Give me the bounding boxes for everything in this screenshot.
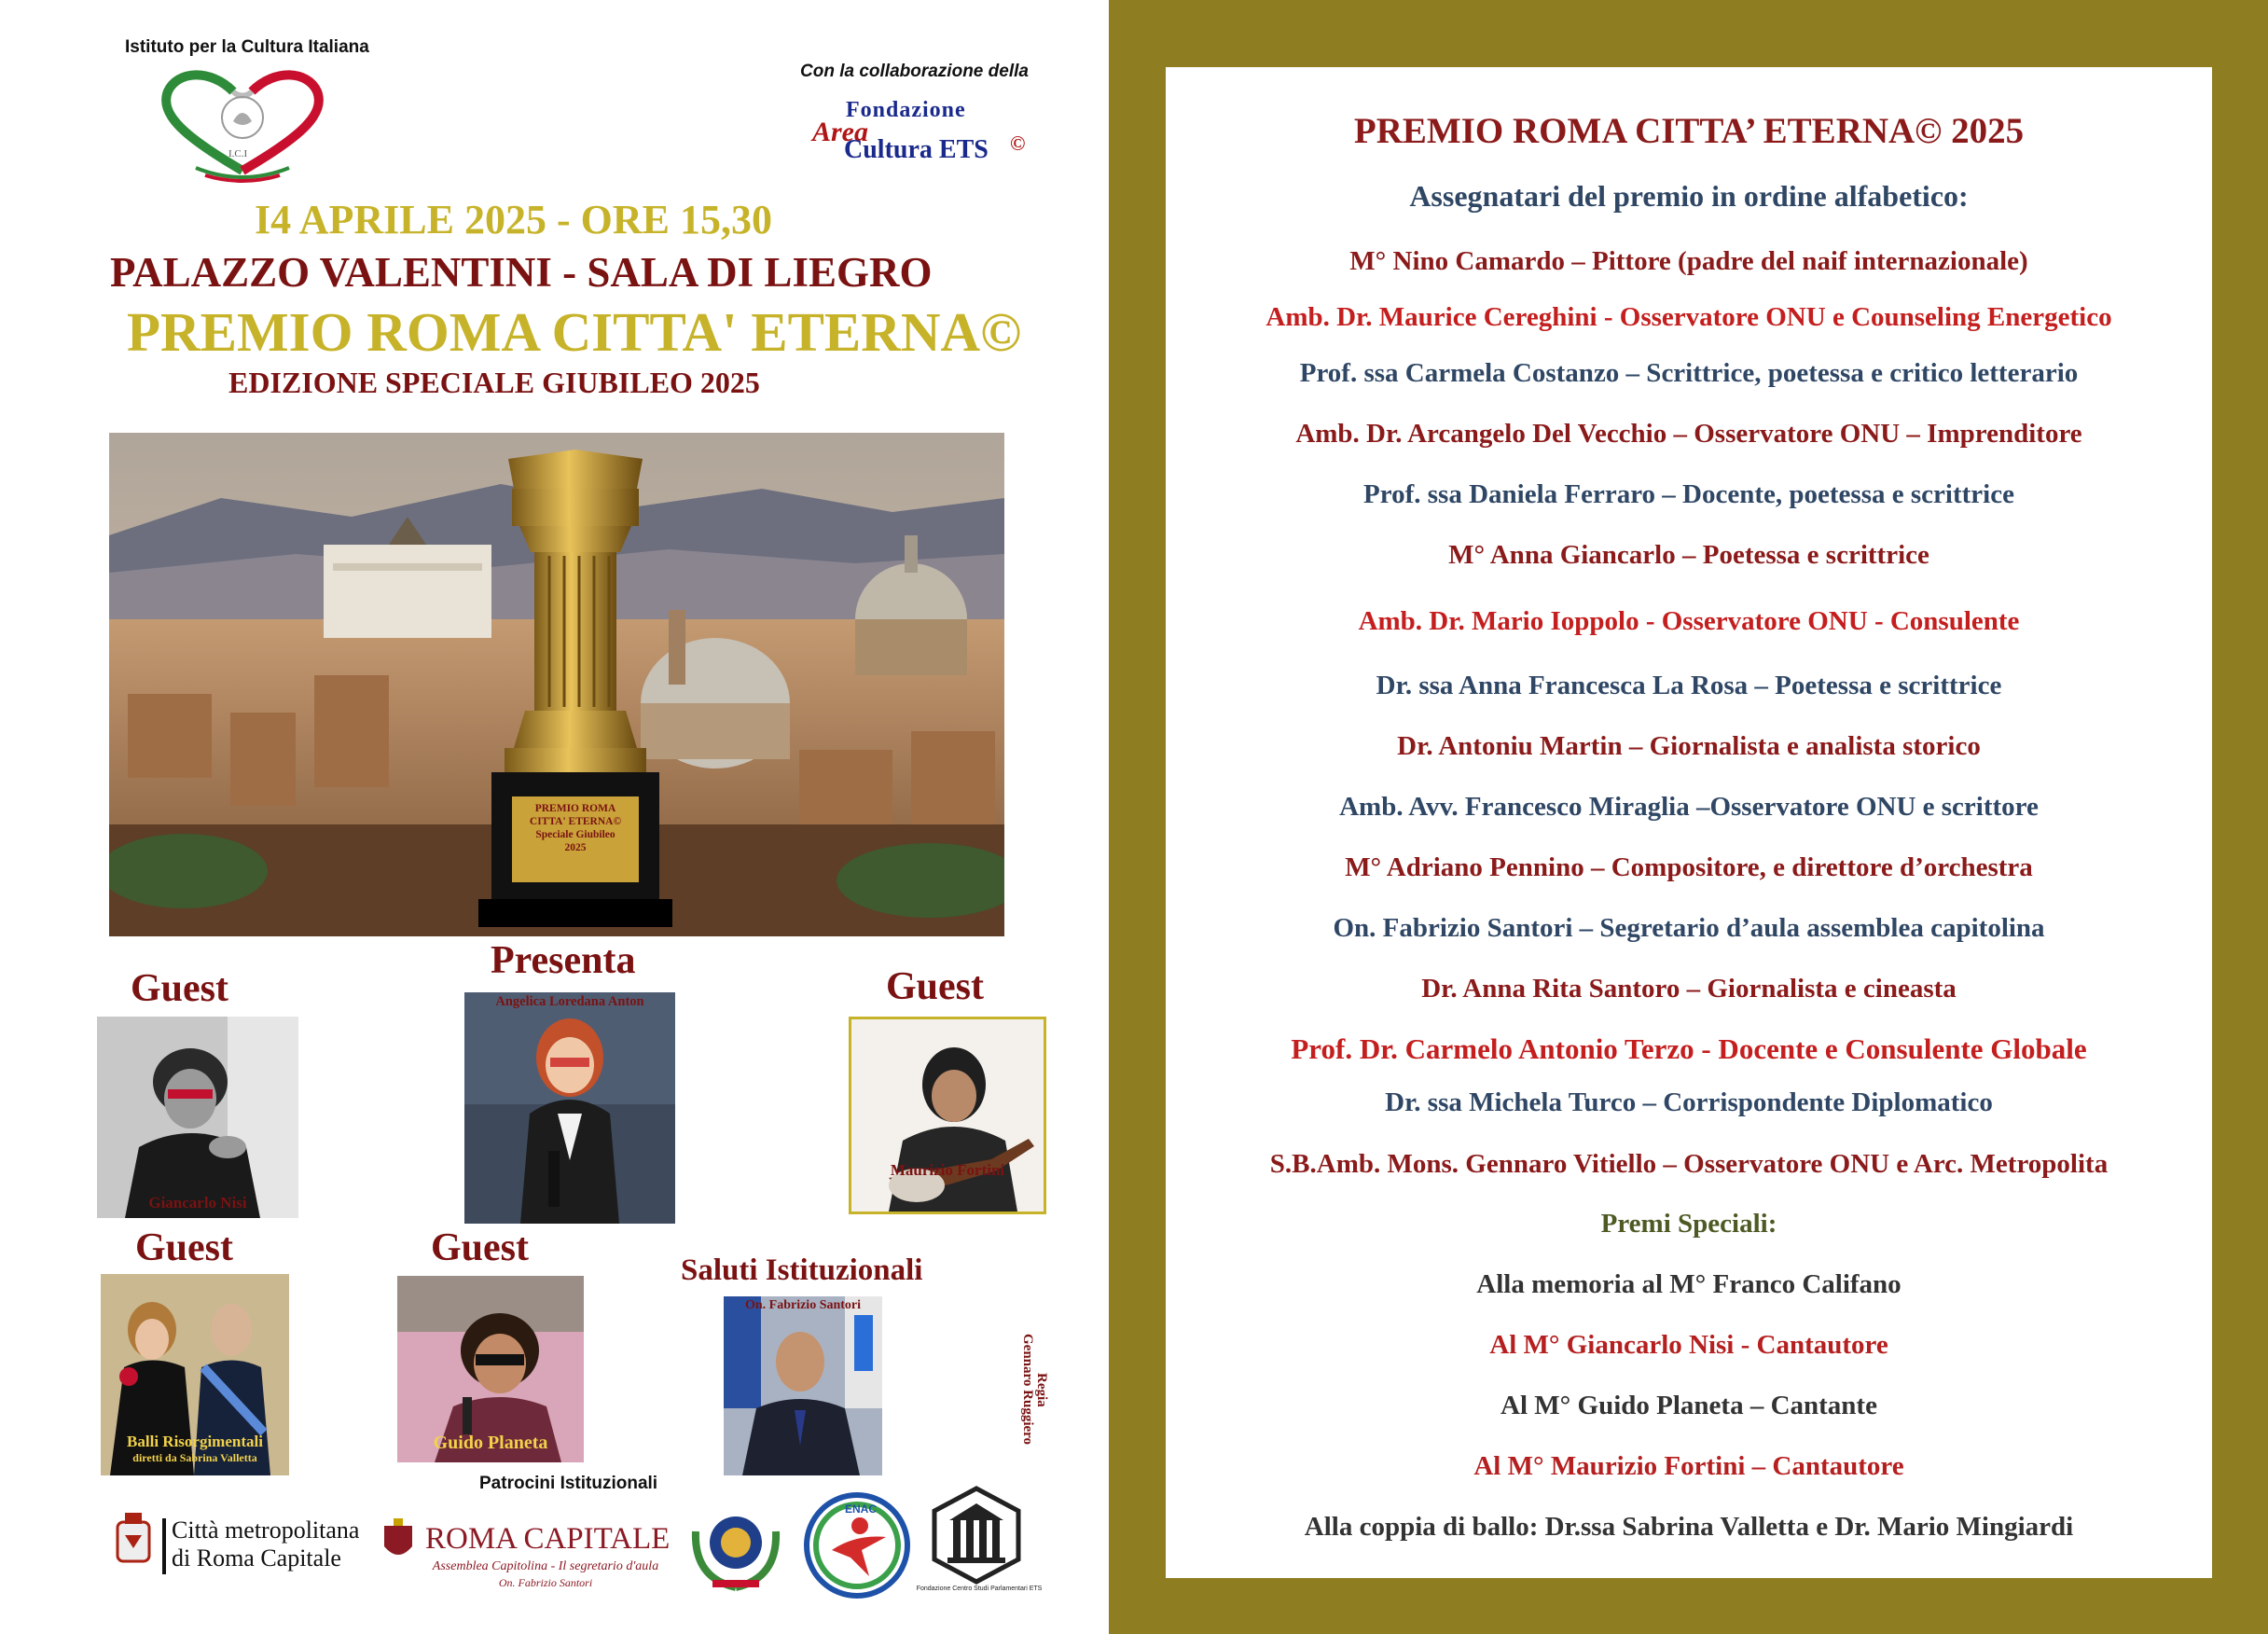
special-award-item: Alla coppia di ballo: Dr.ssa Sabrina Valletta e Dr. Mario Mingiardi [1304, 1512, 2074, 1542]
recipient-item: M° Anna Giancarlo – Poetessa e scrittrice [1448, 540, 1929, 570]
special-award-item: Al M° Maurizio Fortini – Cantautore [1473, 1451, 1904, 1481]
guest-name-maurizio-fortini: Maurizio Fortini [890, 1161, 1005, 1179]
recipient-item: Amb. Dr. Maurice Cereghini - Osservatore ONU e Counseling Energetico [1265, 302, 2112, 332]
recipient-item: M° Nino Camardo – Pittore (padre del naif internazionale) [1349, 246, 2028, 276]
fondazione-centro-studi-label: Fondazione Centro Studi Parlamentari ETS [916, 1586, 1043, 1592]
recipient-item: Dr. ssa Michela Turco – Corrispondente Diplomatico [1385, 1087, 1993, 1117]
presenta-label: Presenta [491, 939, 636, 982]
special-award-item: Alla memoria al M° Franco Califano [1476, 1269, 1902, 1299]
guest-label: Guest [135, 1226, 233, 1269]
guest-label: Guest [886, 965, 984, 1008]
recipient-item: Amb. Dr. Mario Ioppolo - Osservatore ONU - Consulente [1358, 606, 2020, 636]
card-title: PREMIO ROMA CITTA’ ETERNA© 2025 [1353, 111, 2025, 151]
regia-credit: Regia Gennaro Ruggiero [1020, 1334, 1049, 1446]
ici-heart-logo [140, 63, 345, 185]
guest-name-balli-risorgimentali: Balli Risorgimentali diretti da Sabrina Valletta [127, 1433, 263, 1464]
fondazione-centro-studi-logo [925, 1485, 1028, 1587]
guest-label: Guest [131, 967, 228, 1010]
patrocini-label: Patrocini Istituzionali [479, 1474, 658, 1493]
roma-capitale-logo: ROMA CAPITALE Assemblea Capitolina - Il segretario d'aula On. Fabrizio Santori [382, 1518, 671, 1593]
citta-metropolitana-logo: Città metropolitana di Roma Capitale [112, 1513, 382, 1582]
saluti-name: On. Fabrizio Santori [744, 1298, 862, 1312]
recipient-item: On. Fabrizio Santori – Segretario d’aula assemblea capitolina [1333, 913, 2045, 943]
guest-photo-balli-risorgimentali [101, 1274, 289, 1475]
recipients-card [1166, 67, 2212, 1578]
edition-title: EDIZIONE SPECIALE GIUBILEO 2025 [228, 366, 760, 399]
award-frame [1109, 0, 2268, 1634]
guest-photo-giancarlo-nisi [97, 1017, 298, 1218]
institute-name: Istituto per la Cultura Italiana [125, 37, 369, 57]
guest-name-giancarlo-nisi: Giancarlo Nisi [148, 1194, 247, 1212]
guest-name-guido-planeta: Guido Planeta [433, 1433, 548, 1453]
recipient-item: Prof. Dr. Carmelo Antonio Terzo - Docente e Consulente Globale [1291, 1032, 2087, 1065]
saluti-label: Saluti Istituzionali [681, 1253, 923, 1287]
recipient-item: Dr. ssa Anna Francesca La Rosa – Poetessa e scrittrice [1376, 671, 2002, 700]
card-subtitle: Assegnatari del premio in ordine alfabetico: [1409, 179, 1969, 213]
fondazione-area-cultura-logo: Fondazione Area Cultura ETS © [812, 98, 1026, 164]
svg-text:I.C.I: I.C.I [228, 148, 248, 159]
collaboration-label: Con la collaborazione della [800, 62, 1029, 81]
saluti-photo [724, 1296, 882, 1475]
trophy-plaque: PREMIO ROMA CITTA' ETERNA© Speciale Giubileo 2025 [529, 803, 622, 853]
recipient-item: Amb. Avv. Francesco Miraglia –Osservatore ONU e scrittore [1339, 792, 2039, 822]
recipient-item: S.B.Amb. Mons. Gennaro Vitiello – Osservatore ONU e Arc. Metropolita [1269, 1149, 2109, 1179]
svg-text:ENAC: ENAC [845, 1502, 878, 1516]
recipient-item: Amb. Dr. Arcangelo Del Vecchio – Osservatore ONU – Imprenditore [1295, 419, 2082, 449]
event-poster [0, 0, 1109, 1634]
event-venue: PALAZZO VALENTINI - SALA DI LIEGRO [110, 249, 933, 296]
enac-logo [804, 1492, 910, 1599]
special-award-item: Al M° Giancarlo Nisi - Cantautore [1489, 1330, 1888, 1360]
guest-label: Guest [431, 1226, 529, 1269]
award-title: PREMIO ROMA CITTA' ETERNA© [127, 301, 1022, 363]
rome-skyline-photo [109, 433, 1004, 936]
laurel-emblem-logo [685, 1494, 787, 1597]
special-awards-title: Premi Speciali: [1600, 1209, 1777, 1239]
guest-photo-maurizio-fortini [849, 1017, 1046, 1214]
recipient-item: Prof. ssa Carmela Costanzo – Scrittrice, poetessa e critico letterario [1299, 358, 2079, 388]
recipient-item: Dr. Antoniu Martin – Giornalista e analista storico [1397, 731, 1981, 761]
recipient-item: Dr. Anna Rita Santoro – Giornalista e cineasta [1421, 974, 1957, 1004]
recipient-item: M° Adriano Pennino – Compositore, e direttore d’orchestra [1345, 852, 2033, 882]
special-award-item: Al M° Guido Planeta – Cantante [1500, 1391, 1877, 1420]
recipient-item: Prof. ssa Daniela Ferraro – Docente, poetessa e scrittrice [1363, 479, 2014, 509]
presenter-photo [464, 992, 675, 1224]
guest-photo-guido-planeta [397, 1276, 584, 1462]
presenter-name: Angelica Loredana Anton [495, 994, 644, 1009]
event-date: I4 APRILE 2025 - ORE 15,30 [255, 197, 772, 242]
